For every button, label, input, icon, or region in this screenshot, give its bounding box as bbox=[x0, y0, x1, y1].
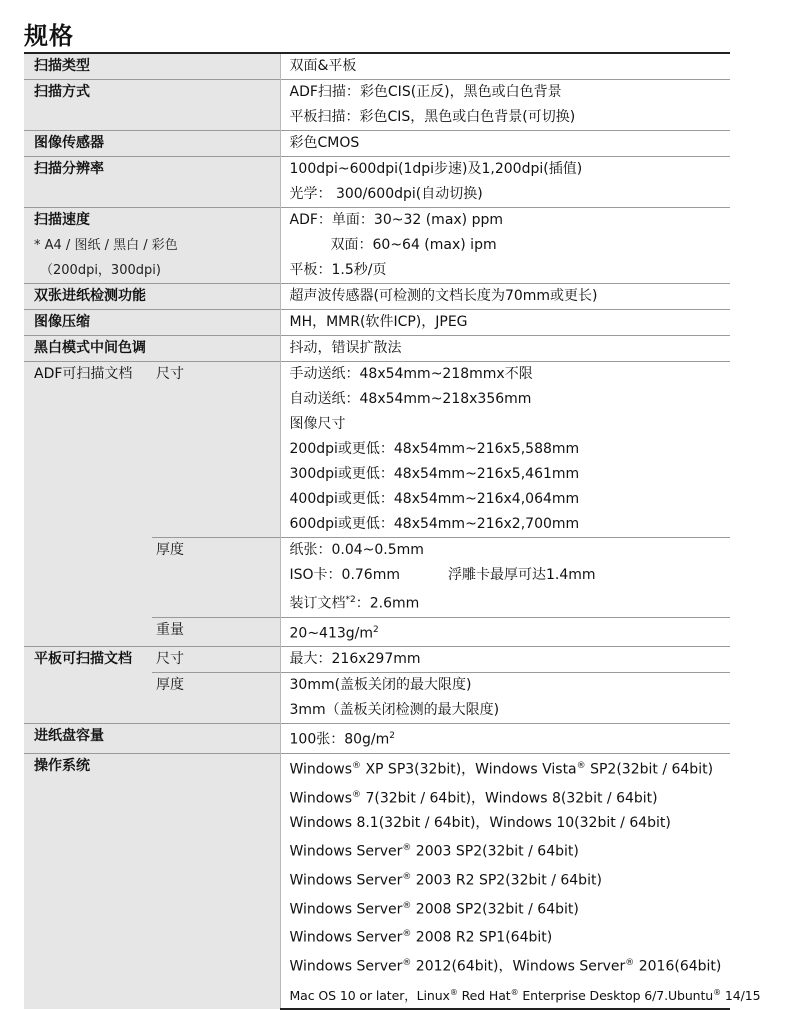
value-text: XP SP3(32bit)，Windows Vista bbox=[361, 761, 577, 778]
value-text: 100张：80g/m bbox=[289, 731, 390, 748]
value-text: Windows Server bbox=[289, 929, 403, 946]
row-label: ADF可扫描文档 bbox=[24, 362, 152, 647]
value-text: 14/15 bbox=[721, 987, 761, 1003]
registered-mark: ® bbox=[576, 760, 586, 771]
row-value bbox=[280, 922, 730, 951]
spec-table bbox=[24, 52, 761, 1010]
registered-mark: ® bbox=[510, 987, 519, 997]
row-label: 扫描速度 bbox=[24, 208, 280, 234]
row-value: Windows 8.1(32bit / 64bit)，Windows 10(32bit / 64bit) bbox=[289, 815, 671, 832]
row-value: 200dpi或更低：48x54mm~216x5,588mm bbox=[289, 441, 580, 457]
table-row bbox=[24, 647, 730, 673]
row-value: 3mm（盖板关闭检测的最大限度) bbox=[289, 702, 500, 719]
row-value bbox=[280, 980, 761, 1009]
row-value: 平板扫描：彩色CIS，黑色或白色背景(可切换) bbox=[289, 109, 576, 125]
row-label: 双张进纸检测功能 bbox=[24, 284, 280, 310]
registered-mark: ® bbox=[402, 929, 412, 940]
table-row bbox=[24, 310, 730, 336]
value-text: 2003 SP2(32bit / 64bit) bbox=[411, 843, 579, 860]
table-row bbox=[24, 336, 730, 362]
row-label: 扫描分辨率 bbox=[24, 157, 280, 208]
row-value: 纸张：0.04~0.5mm bbox=[280, 538, 730, 564]
row-label: 图像传感器 bbox=[24, 131, 280, 157]
row-label: 平板可扫描文档 bbox=[24, 647, 152, 724]
value-text: 2016(64bit) bbox=[634, 958, 722, 975]
row-value: 最大：216x297mm bbox=[280, 647, 730, 673]
row-note: * A4 / 图纸 / 黑白 / 彩色 bbox=[24, 233, 280, 258]
row-value: 图像尺寸 bbox=[289, 416, 346, 432]
row-value bbox=[280, 783, 730, 812]
row-value: MH，MMR(软件ICP)，JPEG bbox=[280, 310, 730, 336]
registered-mark: ® bbox=[402, 900, 412, 911]
row-value: ADF扫描：彩色CIS(正反)，黑色或白色背景 bbox=[280, 80, 730, 106]
table-row bbox=[24, 157, 730, 183]
row-sublabel: 厚度 bbox=[152, 538, 280, 618]
row-note: （200dpi，300dpi) bbox=[24, 258, 280, 284]
table-row bbox=[24, 131, 730, 157]
table-row bbox=[24, 362, 730, 388]
row-value bbox=[280, 588, 730, 617]
row-value: 抖动，错误扩散法 bbox=[280, 336, 730, 362]
registered-mark: ® bbox=[625, 957, 635, 968]
row-sublabel: 尺寸 bbox=[152, 647, 280, 673]
value-text: Windows bbox=[289, 790, 352, 807]
value-text: 2008 SP2(32bit / 64bit) bbox=[411, 901, 579, 918]
value-text: ：2.6mm bbox=[355, 595, 420, 612]
row-value bbox=[280, 865, 730, 894]
table-row bbox=[24, 284, 730, 310]
table-row bbox=[24, 724, 730, 754]
row-value: 平板：1.5秒/页 bbox=[289, 262, 387, 278]
registered-mark: ® bbox=[402, 871, 412, 882]
row-sublabel: 厚度 bbox=[152, 673, 280, 724]
superscript: 2 bbox=[389, 731, 396, 742]
value-text: SP2(32bit / 64bit) bbox=[585, 761, 714, 778]
registered-mark: ® bbox=[713, 987, 722, 997]
row-value: 30mm(盖板关闭的最大限度) bbox=[280, 673, 730, 699]
footnote-mark: *2 bbox=[345, 595, 356, 605]
value-text: Mac OS 10 or later，Linux bbox=[289, 987, 450, 1003]
value-text: ISO卡：0.76mm bbox=[289, 567, 400, 583]
row-value: 手动送纸：48x54mm~218mmx不限 bbox=[280, 362, 730, 388]
value-text: 浮雕卡最厚可达1.4mm bbox=[447, 567, 596, 583]
row-value: 彩色CMOS bbox=[280, 131, 730, 157]
value-text: 2012(64bit)，Windows Server bbox=[411, 958, 626, 975]
registered-mark: ® bbox=[402, 957, 412, 968]
value-text: Windows Server bbox=[289, 872, 403, 889]
row-sublabel: 尺寸 bbox=[152, 362, 280, 538]
value-text: Windows bbox=[289, 761, 352, 778]
value-text: 20~413g/m bbox=[289, 625, 374, 642]
row-value bbox=[280, 563, 730, 588]
table-row bbox=[24, 53, 730, 80]
value-text: Windows Server bbox=[289, 958, 403, 975]
row-value bbox=[280, 836, 730, 865]
row-label: 扫描方式 bbox=[24, 80, 280, 131]
registered-mark: ® bbox=[449, 987, 458, 997]
registered-mark: ® bbox=[352, 789, 361, 800]
table-row bbox=[24, 208, 730, 234]
value-text: Windows Server bbox=[289, 843, 403, 860]
value-text: Red Hat bbox=[457, 987, 511, 1003]
row-value: 300dpi或更低：48x54mm~216x5,461mm bbox=[289, 466, 580, 482]
table-row bbox=[24, 80, 730, 106]
row-value: 100dpi~600dpi(1dpi步速)及1,200dpi(插值) bbox=[280, 157, 730, 183]
row-value: 双面&平板 bbox=[289, 58, 357, 74]
page-title: 规格 bbox=[24, 22, 74, 50]
superscript: 2 bbox=[373, 624, 379, 635]
value-text: 2003 R2 SP2(32bit / 64bit) bbox=[411, 872, 602, 889]
value-text: Windows Server bbox=[289, 901, 403, 918]
row-label: 操作系统 bbox=[24, 753, 280, 1008]
row-value: 600dpi或更低：48x54mm~216x2,700mm bbox=[289, 516, 580, 532]
row-value bbox=[280, 753, 730, 782]
value-text: Enterprise Desktop 6/7.Ubuntu bbox=[518, 987, 714, 1003]
row-value: 自动送纸：48x54mm~218x356mm bbox=[289, 391, 532, 407]
row-value bbox=[280, 894, 730, 923]
table-row bbox=[24, 753, 730, 782]
row-label: 扫描类型 bbox=[24, 53, 280, 80]
row-label: 进纸盘容量 bbox=[24, 724, 280, 754]
row-label: 黑白模式中间色调 bbox=[24, 336, 280, 362]
registered-mark: ® bbox=[352, 760, 361, 771]
value-text: 装订文档 bbox=[289, 595, 346, 612]
row-value bbox=[280, 617, 730, 647]
registered-mark: ® bbox=[402, 843, 412, 854]
row-value bbox=[280, 951, 730, 980]
value-text: 2008 R2 SP1(64bit) bbox=[411, 929, 553, 946]
row-sublabel: 重量 bbox=[152, 617, 280, 647]
row-value: 光学： 300/600dpi(自动切换) bbox=[289, 186, 483, 202]
table-row bbox=[24, 258, 730, 284]
row-label: 图像压缩 bbox=[24, 310, 280, 336]
row-value bbox=[280, 724, 730, 754]
row-value: 超声波传感器(可检测的文档长度为70mm或更长) bbox=[280, 284, 730, 310]
table-row bbox=[24, 233, 730, 258]
row-value: ADF：单面：30~32 (max) ppm bbox=[280, 208, 730, 234]
value-text: 7(32bit / 64bit)，Windows 8(32bit / 64bit) bbox=[361, 790, 658, 807]
row-value: 双面：60~64 (max) ipm bbox=[330, 237, 497, 253]
row-value: 400dpi或更低：48x54mm~216x4,064mm bbox=[289, 491, 580, 507]
